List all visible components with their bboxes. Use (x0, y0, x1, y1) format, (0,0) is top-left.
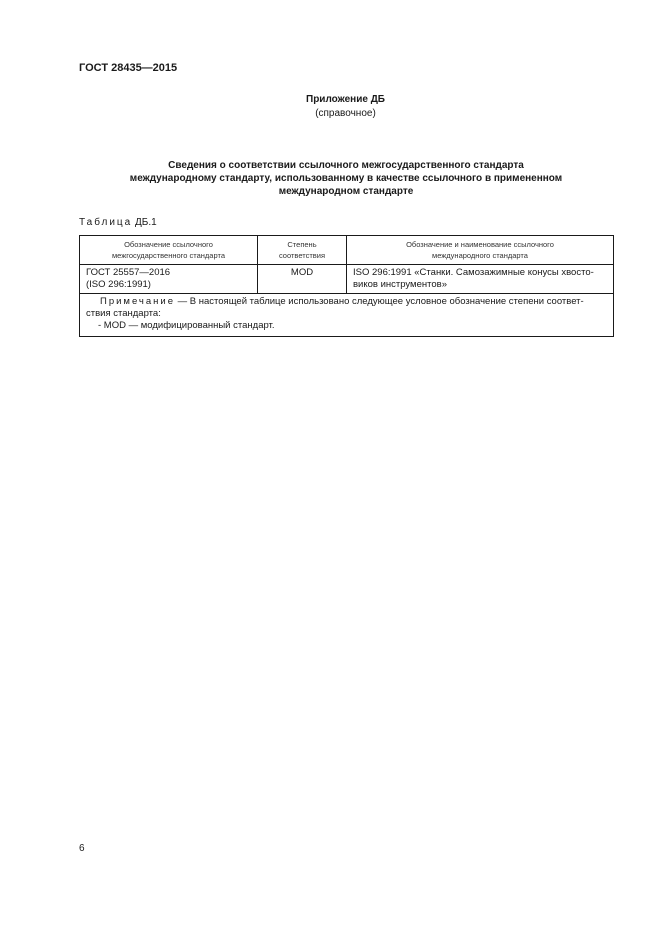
cell-name: ISO 296:1991 «Станки. Самозажимные конусы хвосто-виков инструментов» (347, 265, 614, 294)
header-name-line-1: Обозначение и наименование ссылочного (406, 240, 554, 249)
table-caption-number: ДБ.1 (135, 217, 157, 228)
cell-standard (80, 265, 258, 294)
correspondence-table (79, 235, 614, 337)
appendix-title: Приложение ДБ (306, 94, 385, 105)
table-header-row (80, 236, 614, 265)
header-degree-line-2: соответствия (278, 251, 326, 260)
header-degree-line-1: Степень (287, 240, 317, 249)
header-degree (258, 236, 347, 265)
document-code: ГОСТ 28435—2015 (79, 62, 178, 74)
header-standard-line-2: межгосударственного стандарта (112, 251, 225, 260)
heading-line-3: международном стандарте (278, 186, 414, 197)
header-standard-line-1: Обозначение ссылочного (124, 240, 213, 249)
heading-line-1: Сведения о соответствии ссылочного межгосударственного стандарта (168, 160, 524, 171)
appendix-heading (0, 93, 661, 121)
cell-degree: MOD (258, 265, 347, 294)
header-standard (80, 236, 258, 265)
page-number: 6 (79, 843, 85, 854)
cell-standard-line-2: (ISO 296:1991) (86, 279, 151, 290)
table-note (80, 294, 614, 337)
header-name (347, 236, 614, 265)
appendix-subtitle: (справочное) (315, 108, 376, 119)
table-row (80, 265, 614, 294)
note-body: — В настоящей таблице использовано следующее условное обозначение степени соответ-ствия стандарта: (86, 296, 584, 319)
cell-standard-line-1: ГОСТ 25557—2016 (86, 267, 171, 278)
heading-line-2: международному стандарту, использованному в качестве ссылочного в примененном (129, 173, 563, 184)
note-item: - MOD — модифицированный стандарт. (98, 320, 275, 331)
header-name-line-2: международного стандарта (432, 251, 528, 260)
table-note-row (80, 294, 614, 337)
note-label: Примечание (100, 296, 175, 307)
table-caption-label: Таблица (79, 217, 133, 228)
note-text (86, 296, 607, 320)
section-heading (79, 159, 613, 198)
table-caption (79, 217, 157, 228)
